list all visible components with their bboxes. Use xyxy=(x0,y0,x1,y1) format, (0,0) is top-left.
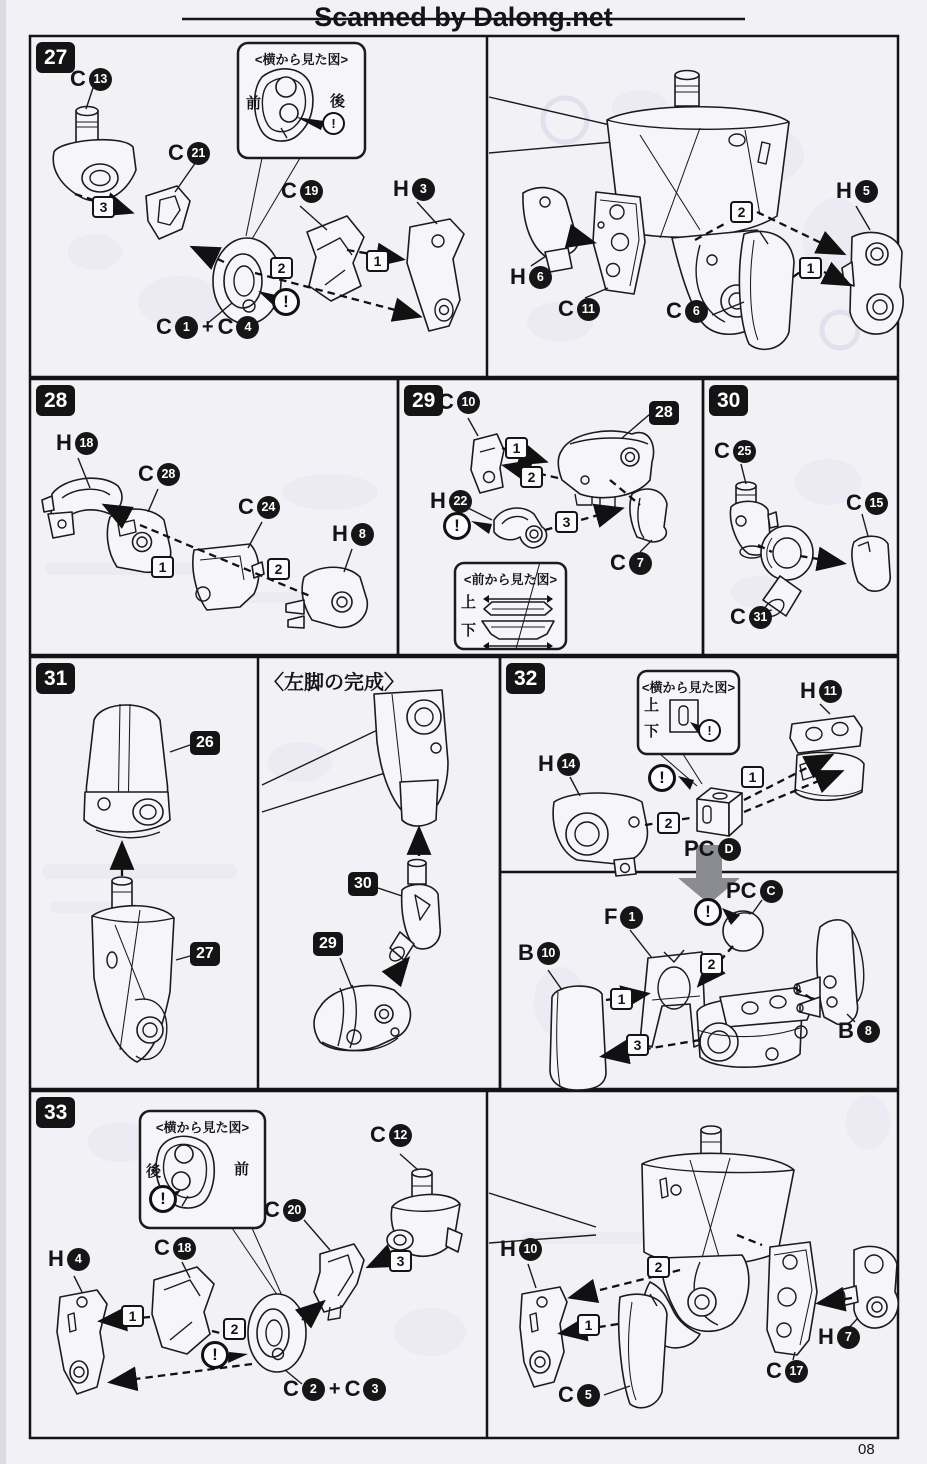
part-label-c15: C 15 xyxy=(846,490,888,516)
sequence-marker-3: 3 xyxy=(555,511,578,533)
sequence-marker-3: 3 xyxy=(626,1034,649,1056)
step-badge-32: 32 xyxy=(506,663,545,694)
part-label-f1: F 1 xyxy=(604,904,643,930)
inset-title-side-view: <横から見た図> xyxy=(155,1120,250,1135)
sequence-marker-2: 2 xyxy=(700,953,723,975)
part-label-c10: C 10 xyxy=(438,389,480,415)
sequence-marker-3: 3 xyxy=(389,1250,412,1272)
ref-badge-29: 29 xyxy=(313,932,343,956)
direction-label-back: 後 xyxy=(330,93,346,110)
direction-label-up: 上 xyxy=(644,697,660,714)
part-label-pc-c: PC C xyxy=(726,878,783,904)
warning-icon: ! xyxy=(201,1341,229,1369)
sequence-marker-2: 2 xyxy=(647,1256,670,1278)
part-label-h8: H 8 xyxy=(332,521,374,547)
inset-title-side-view: <横から見た図> xyxy=(254,52,349,67)
combo-label-c2-c3: C 2 + C 3 xyxy=(283,1376,386,1402)
sequence-marker-1: 1 xyxy=(121,1305,144,1327)
direction-label-up: 上 xyxy=(461,594,477,611)
step-badge-28: 28 xyxy=(36,385,75,416)
sequence-marker-3: 3 xyxy=(92,196,115,218)
panel32-bottom-art xyxy=(548,900,864,1090)
page-number: 08 xyxy=(858,1441,875,1458)
sequence-marker-2: 2 xyxy=(520,466,543,488)
ref-badge-28: 28 xyxy=(649,401,679,425)
part-label-h3: H 3 xyxy=(393,176,435,202)
part-label-c28: C 28 xyxy=(138,461,180,487)
part-label-c19: C 19 xyxy=(281,178,323,204)
scan-edge-artifact xyxy=(0,0,6,1464)
part-label-c24: C 24 xyxy=(238,494,280,520)
warning-icon: ! xyxy=(648,764,676,792)
panel32-top-art xyxy=(553,671,864,904)
warning-icon: ! xyxy=(694,898,722,926)
part-label-c18: C 18 xyxy=(154,1235,196,1261)
direction-label-down: 下 xyxy=(461,622,477,639)
part-label-c5: C 5 xyxy=(558,1382,600,1408)
part-label-b8: B 8 xyxy=(838,1018,880,1044)
part-label-h18: H 18 xyxy=(56,430,98,456)
part-label-c7: C 7 xyxy=(610,550,652,576)
inset-title-front-view: <前から見た図> xyxy=(463,572,558,587)
part-label-c11: C 11 xyxy=(558,296,600,322)
warning-icon: ! xyxy=(443,512,471,540)
part-label-h6: H 6 xyxy=(510,264,552,290)
warning-icon: ! xyxy=(698,719,721,742)
part-label-c25: C 25 xyxy=(714,438,756,464)
step-badge-27: 27 xyxy=(36,42,75,73)
inset-title-side-view: <横から見た図> xyxy=(641,680,736,695)
direction-label-back: 後 xyxy=(146,1163,162,1180)
page-title: Scanned by Dalong.net xyxy=(314,2,613,32)
part-label-c12: C 12 xyxy=(370,1122,412,1148)
part-label-c17: C 17 xyxy=(766,1358,808,1384)
ref-badge-26: 26 xyxy=(190,731,220,755)
direction-label-front: 前 xyxy=(234,1161,250,1178)
warning-icon: ! xyxy=(272,288,300,316)
sequence-marker-2: 2 xyxy=(657,812,680,834)
sequence-marker-1: 1 xyxy=(151,556,174,578)
sequence-marker-1: 1 xyxy=(610,988,633,1010)
part-label-h4: H 4 xyxy=(48,1246,90,1272)
part-label-c6: C 6 xyxy=(666,298,708,324)
ref-badge-30: 30 xyxy=(348,872,378,896)
sequence-marker-1: 1 xyxy=(366,250,389,272)
section-heading-left-leg-complete: 〈左脚の完成〉 xyxy=(264,672,404,694)
step-badge-29: 29 xyxy=(404,385,443,416)
step-badge-30: 30 xyxy=(709,385,748,416)
part-label-c21: C 21 xyxy=(168,140,210,166)
part-label-h14: H 14 xyxy=(538,751,580,777)
part-label-h11: H 11 xyxy=(800,678,842,704)
part-label-h22: H 22 xyxy=(430,488,472,514)
sequence-marker-1: 1 xyxy=(741,766,764,788)
sequence-marker-2: 2 xyxy=(270,257,293,279)
sequence-marker-1: 1 xyxy=(505,437,528,459)
part-label-h7: H 7 xyxy=(818,1324,860,1350)
warning-icon: ! xyxy=(149,1185,177,1213)
sequence-marker-2: 2 xyxy=(267,558,290,580)
part-label-h5: H 5 xyxy=(836,178,878,204)
sequence-marker-2: 2 xyxy=(730,201,753,223)
sequence-marker-2: 2 xyxy=(223,1318,246,1340)
direction-label-down: 下 xyxy=(644,723,660,740)
panel33-right-art xyxy=(489,1126,898,1408)
panel31-art xyxy=(84,704,190,1062)
ref-badge-27: 27 xyxy=(190,942,220,966)
warning-icon: ! xyxy=(322,112,345,135)
part-label-c31: C 31 xyxy=(730,604,772,630)
part-label-pc-d: PC D xyxy=(684,836,741,862)
combo-label-c1-c4: C 1 + C 4 xyxy=(156,314,259,340)
part-label-c20: C 20 xyxy=(264,1197,306,1223)
part-label-b10: B 10 xyxy=(518,940,560,966)
sequence-marker-1: 1 xyxy=(799,257,822,279)
sequence-marker-1: 1 xyxy=(577,1314,600,1336)
part-label-h10: H 10 xyxy=(500,1236,542,1262)
part-label-c13: C 13 xyxy=(70,66,112,92)
direction-label-front: 前 xyxy=(246,95,262,112)
step-badge-33: 33 xyxy=(36,1097,75,1128)
step-badge-31: 31 xyxy=(36,663,75,694)
